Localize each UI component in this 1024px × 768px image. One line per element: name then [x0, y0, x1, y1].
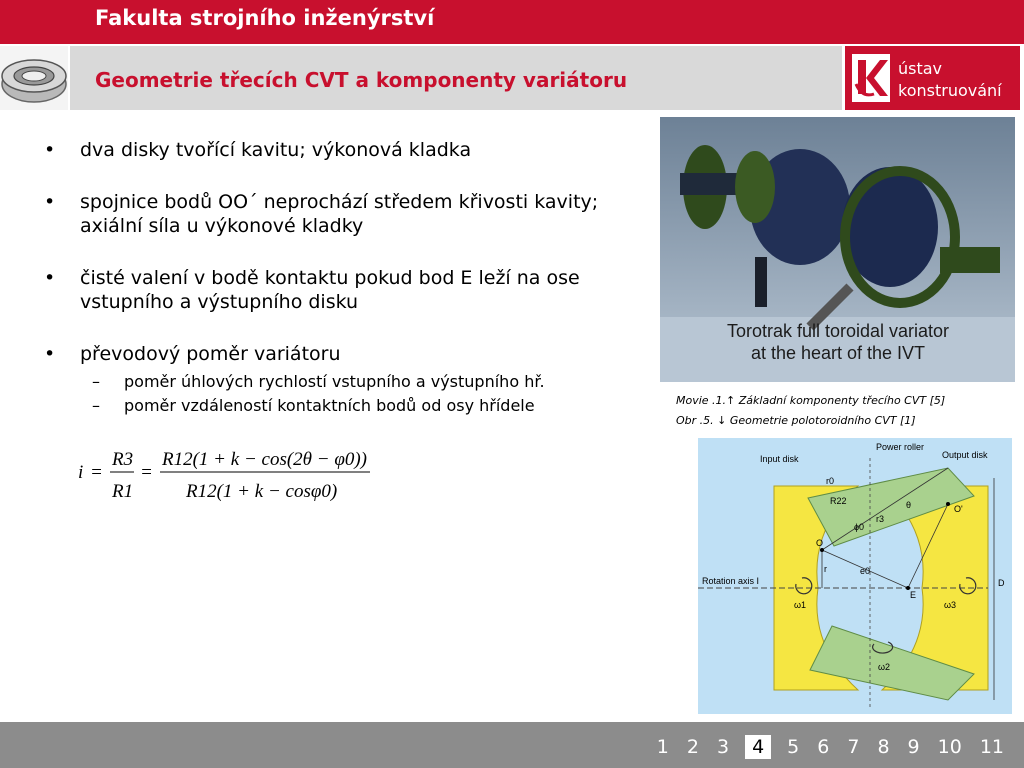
page-link-2[interactable]: 2 — [686, 736, 699, 758]
formula-eq-2: = — [140, 462, 153, 483]
page-link-1[interactable]: 1 — [656, 736, 669, 758]
logo-line-1: ústav — [898, 59, 943, 78]
bearing-image — [0, 46, 68, 110]
bullet-dot-icon: • — [44, 267, 56, 289]
figure-caption: Obr .5. ↓ Geometrie polotoroidního CVT [1] — [676, 414, 916, 427]
bullet-text: dva disky tvořící kavitu; výkonová kladka — [80, 139, 472, 161]
movie-caption: Movie .1.↑ Základní komponenty třecího CVT [5] — [676, 394, 946, 407]
page-link-3[interactable]: 3 — [716, 736, 730, 758]
content-list — [44, 138, 656, 418]
label-theta: θ — [906, 500, 912, 510]
label-input-disk: Input disk — [760, 454, 799, 464]
logo-line-2: konstruování — [898, 81, 1002, 100]
uk-logo-icon — [852, 54, 890, 102]
label-r0: r0 — [826, 476, 835, 486]
label-r: r — [824, 564, 827, 574]
label-r3: r3 — [876, 514, 885, 524]
page-link-9[interactable]: 9 — [907, 736, 920, 758]
bullet-dot-icon: • — [44, 343, 56, 365]
formula-eq-1: = — [90, 462, 103, 483]
label-omega2: ω2 — [878, 662, 891, 672]
page-link-7[interactable]: 7 — [847, 736, 860, 758]
label-e0: e0 — [860, 566, 871, 576]
bullet-item — [44, 138, 656, 162]
page-link-6[interactable]: 6 — [817, 736, 830, 758]
label-power-roller: Power roller — [876, 442, 925, 452]
sub-bullet-item — [44, 394, 656, 418]
label-r22: R22 — [830, 496, 847, 506]
bullet-item — [44, 190, 656, 238]
page-link-11[interactable]: 11 — [979, 736, 1004, 758]
bullet-item — [44, 342, 656, 366]
variator-video[interactable] — [660, 117, 1015, 382]
video-caption-line-2: at the heart of the IVT — [750, 343, 926, 363]
label-D: D — [998, 578, 1005, 588]
sub-bullet-text: poměr vzdáleností kontaktních bodů od osy hřídele — [124, 396, 535, 415]
ratio-formula — [78, 440, 378, 504]
label-O-prime: O' — [954, 504, 963, 514]
bullet-dot-icon: • — [44, 191, 56, 213]
label-O: O — [816, 538, 824, 548]
bullet-text: převodový poměr variátoru — [80, 343, 341, 365]
page-link-4-current[interactable]: 4 — [745, 735, 771, 759]
bullet-text: spojnice bodů OO´ neprochází středem křivosti kavity; axiální síla u výkonové kladky — [80, 191, 599, 237]
slide-title: Geometrie třecích CVT a komponenty variátoru — [95, 68, 628, 92]
pagination — [641, 735, 1006, 759]
formula-lhs: i — [78, 462, 84, 483]
sub-bullet-text: poměr úhlových rychlostí vstupního a výstupního hř. — [124, 372, 545, 391]
formula-frac2-num: R12(1 + k − cos(2θ − φ0)) — [162, 449, 367, 470]
label-E: E — [910, 590, 917, 600]
page-link-10[interactable]: 10 — [937, 736, 962, 758]
label-omega3: ω3 — [944, 600, 957, 610]
bullet-dot-icon: • — [44, 139, 56, 161]
formula-frac1-num: R3 — [112, 449, 134, 470]
label-output-disk: Output disk — [942, 450, 988, 460]
label-omega1: ω1 — [794, 600, 807, 610]
formula-frac2-den: R12(1 + k − cosφ0) — [186, 481, 338, 502]
bullet-item — [44, 266, 656, 314]
sub-bullet-list — [44, 370, 656, 418]
label-rotation-axis: Rotation axis I — [702, 576, 760, 586]
label-phi0: ϕ0 — [854, 522, 865, 532]
bullet-text: čisté valení v bodě kontaktu pokud bod E leží na ose vstupního a výstupního disku — [80, 267, 580, 313]
cvt-geometry-diagram — [698, 438, 1012, 714]
dash-icon: – — [92, 372, 100, 391]
video-caption-line-1: Torotrak full toroidal variator — [726, 321, 950, 341]
formula-frac1-den: R1 — [112, 481, 134, 502]
sub-bullet-item — [44, 370, 656, 394]
dash-icon: – — [92, 396, 100, 415]
page-link-5[interactable]: 5 — [787, 736, 800, 758]
logo-text — [898, 58, 1002, 102]
page-link-8[interactable]: 8 — [877, 736, 890, 758]
faculty-title: Fakulta strojního inženýrství — [95, 6, 435, 30]
